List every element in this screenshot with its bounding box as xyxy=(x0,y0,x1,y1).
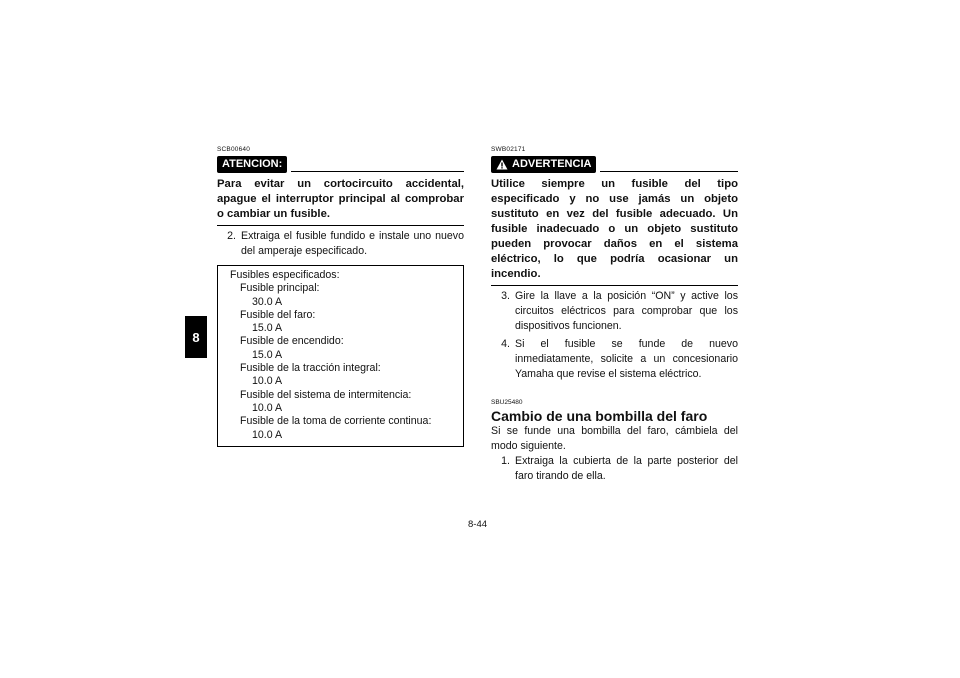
page-number: 8-44 xyxy=(468,519,488,530)
notice-code: SCB00640 xyxy=(217,146,251,153)
spec-name: Fusible de la toma de corriente continua: xyxy=(240,415,432,428)
spec-value: 10.0 A xyxy=(252,401,283,414)
notice-header xyxy=(217,156,464,173)
section-code: SBU25480 xyxy=(491,399,523,406)
section-intro: Si se funde una bombilla del faro, cámbiela del modo siguiente. xyxy=(491,425,738,452)
notice-text: Para evitar un cortocircuito accidental, apague el interruptor principal al comprobar o cambiar un fusible. xyxy=(217,178,464,220)
warning-label: ADVERTENCIA xyxy=(512,158,592,170)
spec-name: Fusible del faro: xyxy=(240,308,316,321)
warning-header xyxy=(491,156,738,173)
warning-triangle-icon xyxy=(496,159,508,170)
spec-value: 10.0 A xyxy=(252,375,283,388)
spec-value: 30.0 A xyxy=(252,295,283,308)
spec-title: Fusibles especificados: xyxy=(230,269,340,281)
warning-end-rule xyxy=(491,285,738,286)
notice-end-rule xyxy=(217,225,464,226)
step-item xyxy=(491,454,738,484)
warning-rule xyxy=(600,171,738,172)
step-number: 4. xyxy=(501,338,510,350)
notice-badge: ATENCION: xyxy=(217,156,287,173)
spec-value: 15.0 A xyxy=(252,348,283,361)
step-item xyxy=(217,229,464,259)
left-column xyxy=(217,146,464,447)
step-item xyxy=(491,337,738,382)
warning-code: SWB02171 xyxy=(491,146,526,153)
step-number: 2. xyxy=(227,230,236,242)
spec-name: Fusible del sistema de intermitencia: xyxy=(240,388,412,401)
warning-badge xyxy=(491,156,596,173)
spec-name: Fusible de la tracción integral: xyxy=(240,362,381,375)
spec-name: Fusible de encendido: xyxy=(240,335,344,348)
chapter-tab: 8 xyxy=(185,316,207,358)
step-text: Extraiga la cubierta de la parte posterior del faro tirando de ella. xyxy=(515,455,738,482)
step-text: Extraiga el fusible fundido e instale uno nuevo del amperaje especificado. xyxy=(241,230,464,257)
spec-name: Fusible principal: xyxy=(240,282,320,295)
right-column xyxy=(491,146,738,484)
section-title: Cambio de una bombilla del faro xyxy=(491,408,708,424)
fuse-spec-box xyxy=(217,265,464,447)
step-number: 3. xyxy=(501,290,510,302)
notice-rule xyxy=(291,171,464,172)
spec-value: 10.0 A xyxy=(252,428,283,441)
step-number: 1. xyxy=(501,455,510,467)
step-text: Gire la llave a la posición “ON” y active los circuitos eléctricos para comprobar que los dispositivos funcionen. xyxy=(515,290,738,332)
spec-value: 15.0 A xyxy=(252,322,283,335)
step-item xyxy=(491,289,738,334)
warning-text: Utilice siempre un fusible del tipo especificado y no use jamás un objeto sustituto en vez del fusible adecuado. Un fusible inadecuado o un objeto sustituto pueden provocar daños en el sistema eléctrico, lo que podría ocasionar un incendio. xyxy=(491,178,738,280)
step-text: Si el fusible se funde de nuevo inmediatamente, solicite a un concesionario Yamaha que revise el sistema eléctrico. xyxy=(515,338,738,380)
